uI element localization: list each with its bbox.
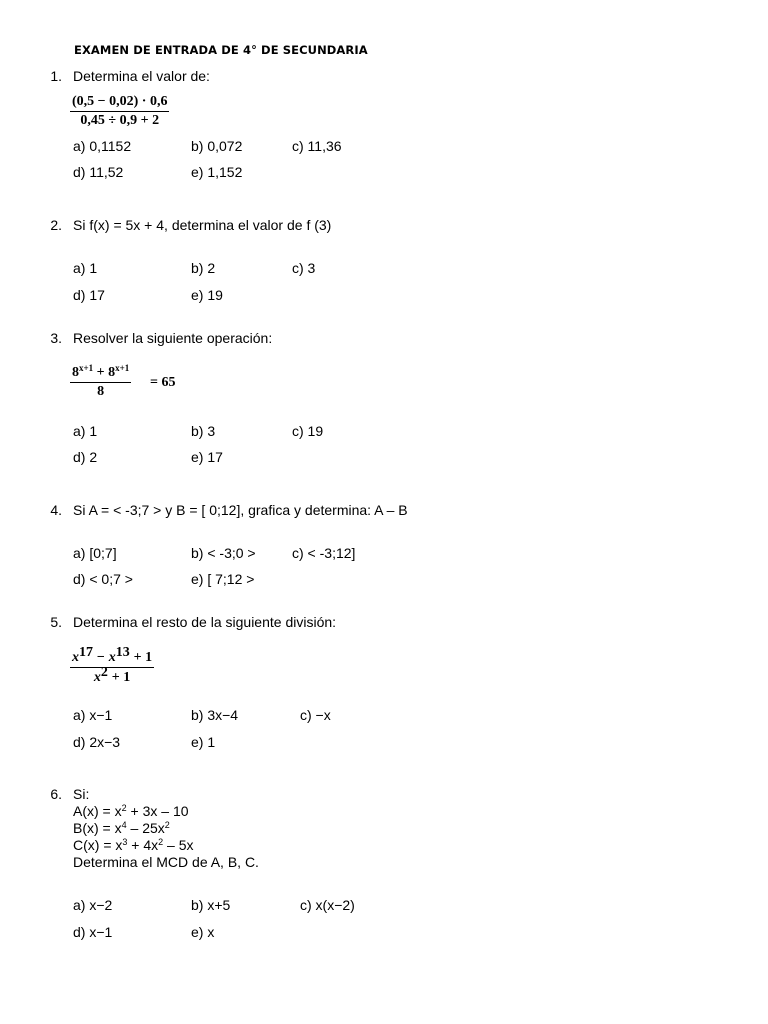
option-e: e) 19 <box>191 287 223 303</box>
option-c: c) < -3;12] <box>292 545 356 561</box>
polynomial-c: $C(x) = x^3 + 4x^2 - 5x$ <box>73 837 194 853</box>
fraction-expression <box>70 364 131 400</box>
question-prompt: Determina el resto de la siguiente división: <box>73 614 337 630</box>
question-number: 4. <box>50 502 62 518</box>
option-d: d) x−1 <box>73 924 113 940</box>
page-title: EXAMEN DE ENTRADA DE 4° DE SECUNDARIA <box>74 43 368 57</box>
question-number: 5. <box>50 614 62 630</box>
option-d: d) 17 <box>73 287 105 303</box>
option-d: d) 2 <box>73 449 98 465</box>
option-c: c) 3 <box>292 260 316 276</box>
option-d: d) < 0;7 > <box>73 571 133 587</box>
option-d: d) 2x−3 <box>73 734 121 750</box>
polynomial-a: $A(x) = x^2 + 3x - 10$ <box>73 803 189 819</box>
question-prompt: Determina el valor de: <box>73 68 210 84</box>
option-a: a) 1 <box>73 423 98 439</box>
option-b: b) 0,072 <box>191 138 243 154</box>
option-b: b) 3x−4 <box>191 707 239 723</box>
option-c: c) 11,36 <box>292 138 342 154</box>
question-number: 1. <box>50 68 62 84</box>
option-b: b) < -3;0 > <box>191 545 256 561</box>
option-c: c) 19 <box>292 423 324 439</box>
option-e: e) [ 7;12 > <box>191 571 255 587</box>
question-prompt: Si A = < -3;7 > y B = [ 0;12], grafica y determina: A – B <box>73 502 408 518</box>
option-b: b) 3 <box>191 423 216 439</box>
polynomial-b: $B(x) = x^4 - 25x^2$ <box>73 820 170 836</box>
question-prompt: Si: <box>73 786 90 802</box>
option-e: e) 17 <box>191 449 223 465</box>
option-b: b) 2 <box>191 260 216 276</box>
option-e: e) 1 <box>191 734 216 750</box>
option-e: e) 1,152 <box>191 164 243 180</box>
option-c: c) −x <box>300 707 331 723</box>
question-instruction: Determina el MCD de A, B, C. <box>73 854 259 870</box>
question-number: 2. <box>50 217 62 233</box>
fraction-expression <box>70 645 154 686</box>
option-a: a) x−2 <box>73 897 113 913</box>
option-a: a) 1 <box>73 260 98 276</box>
option-a: a) 0,1152 <box>73 138 132 154</box>
question-number: 6. <box>50 786 62 802</box>
option-a: a) [0;7] <box>73 545 117 561</box>
question-number: 3. <box>50 330 62 346</box>
question-prompt: Si f(x) = 5x + 4, determina el valor de f (3) <box>73 217 332 233</box>
fraction-numerator: $8^{x+1} + 8^{x+1}$ <box>72 363 130 380</box>
fraction-denominator: 8 <box>97 384 105 399</box>
question-prompt: Resolver la siguiente operación: <box>73 330 273 346</box>
option-c: c) x(x−2) <box>300 897 355 913</box>
equation-rhs: = 65 <box>150 375 176 390</box>
fraction-numerator: (0,5 − 0,02) · 0,6 <box>72 94 168 109</box>
option-e: e) x <box>191 924 215 940</box>
option-b: b) x+5 <box>191 897 231 913</box>
fraction-expression <box>70 93 169 129</box>
option-d: d) 11,52 <box>73 164 124 180</box>
fraction-denominator: $x^2 + 1$ <box>93 665 131 685</box>
fraction-denominator: 0,45 ÷ 0,9 + 2 <box>80 113 160 128</box>
fraction-numerator: $x^{17} - x^{13} + 1$ <box>72 645 153 665</box>
option-a: a) x−1 <box>73 707 113 723</box>
